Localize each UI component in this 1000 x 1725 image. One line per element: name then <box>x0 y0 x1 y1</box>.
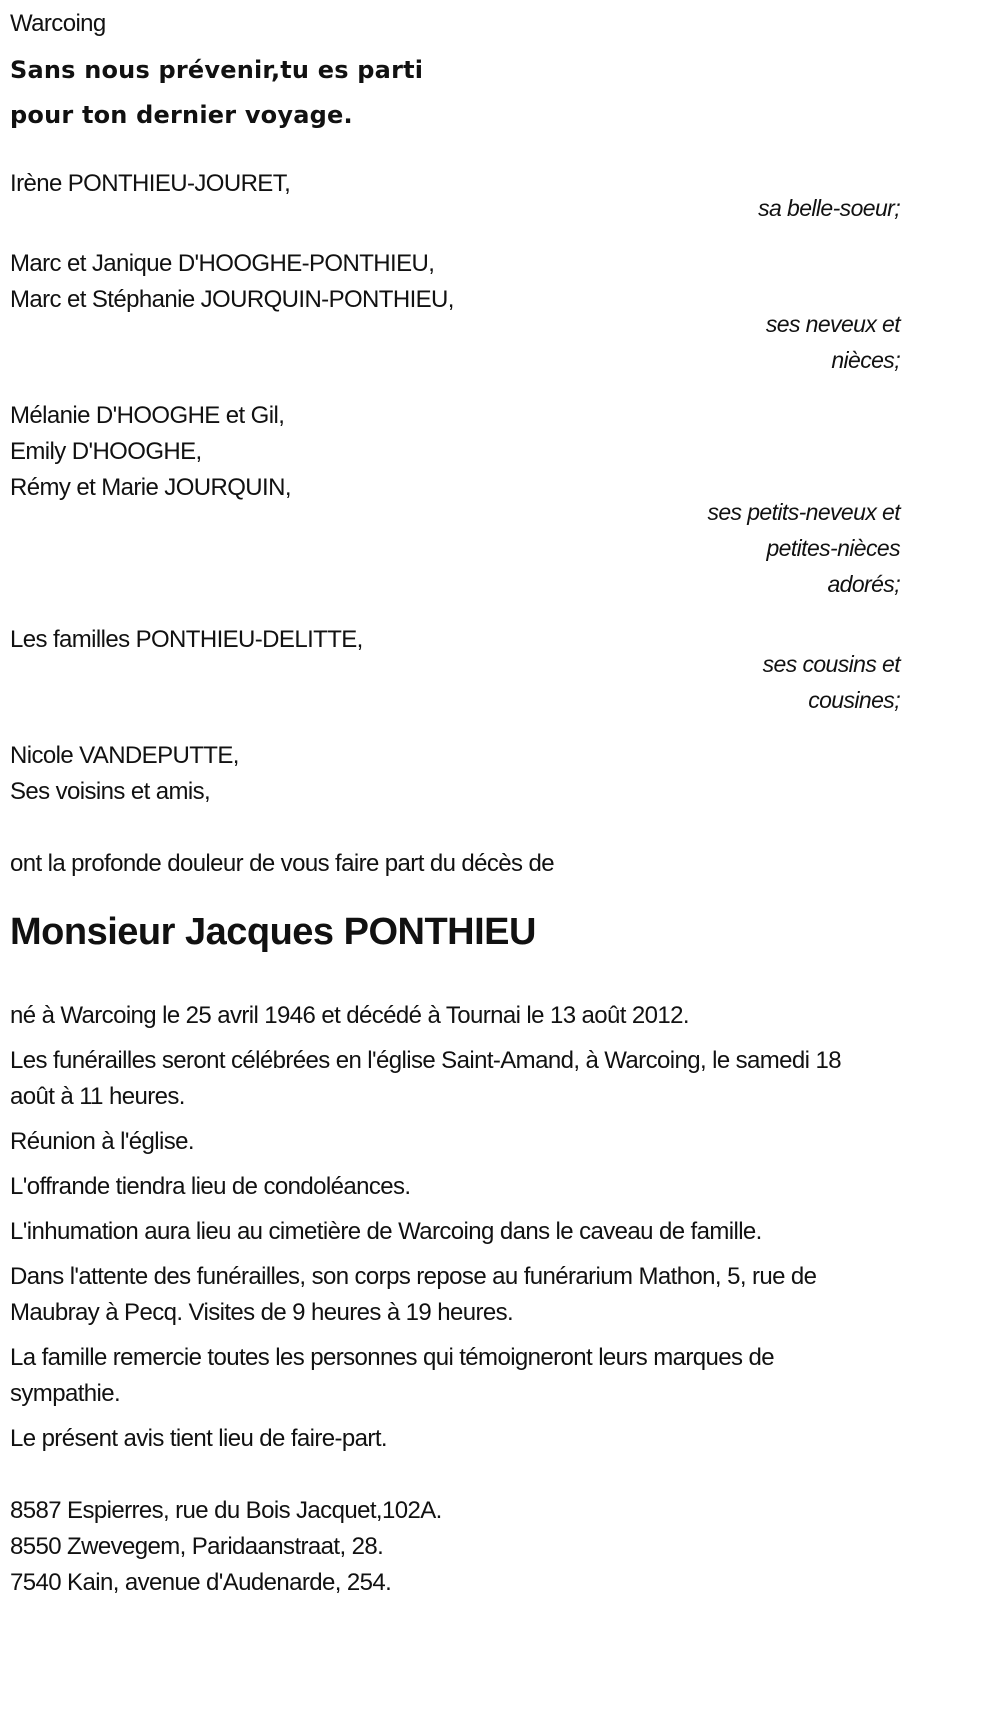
family-addresses <box>10 1493 900 1601</box>
relation-line: cousines; <box>808 687 900 713</box>
relation-line: ses petits-neveux et <box>707 499 900 525</box>
mourner-group <box>10 738 900 810</box>
relation-line: adorés; <box>827 571 900 597</box>
relation-line: nièces; <box>831 347 900 373</box>
detail-paragraph: La famille remercie toutes les personnes qui témoigneront leurs marques de sympathie. <box>10 1344 775 1407</box>
address-line: 7540 Kain, avenue d'Audenarde, 254. <box>10 1569 392 1596</box>
relation-line: ses cousins et <box>762 651 900 677</box>
announcement-text: ont la profonde douleur de vous faire part du décès de <box>10 850 554 877</box>
detail-paragraph: Réunion à l'église. <box>10 1128 194 1155</box>
mourner-name: Mélanie D'HOOGHE et Gil, <box>10 402 285 429</box>
mourner-name: Ses voisins et amis, <box>10 778 211 805</box>
mourner-group <box>10 622 900 718</box>
relation-line: sa belle-soeur; <box>758 195 900 221</box>
mourner-name: Emily D'HOOGHE, <box>10 438 202 465</box>
detail-paragraph: L'inhumation aura lieu au cimetière de Warcoing dans le caveau de famille. <box>10 1218 762 1245</box>
mourner-group <box>10 398 900 602</box>
relation-line: ses neveux et <box>765 311 900 337</box>
detail-paragraph: Dans l'attente des funérailles, son corps repose au funérarium Mathon, 5, rue de Maubray à Pecq. Visites de 9 heures à 19 heures. <box>10 1263 817 1326</box>
city-name: Warcoing <box>10 10 106 37</box>
verse <box>10 48 900 138</box>
detail-paragraph: Le présent avis tient lieu de faire-part. <box>10 1425 387 1452</box>
mourner-name: Nicole VANDEPUTTE, <box>10 742 239 769</box>
relation-label <box>10 494 900 602</box>
deceased-name: Monsieur Jacques PONTHIEU <box>10 911 536 953</box>
mourner-name: Les familles PONTHIEU-DELITTE, <box>10 626 363 653</box>
mourner-group <box>10 246 900 378</box>
relation-line: petites-nièces <box>766 535 900 561</box>
mourner-name: Marc et Janique D'HOOGHE-PONTHIEU, <box>10 250 435 277</box>
address-line: 8550 Zwevegem, Paridaanstraat, 28. <box>10 1533 384 1560</box>
mourner-group <box>10 166 900 226</box>
detail-paragraph: Les funérailles seront célébrées en l'église Saint-Amand, à Warcoing, le samedi 18 août à 11 heures. <box>10 1047 841 1110</box>
mourner-name: Marc et Stéphanie JOURQUIN-PONTHIEU, <box>10 286 454 313</box>
verse-line: pour ton dernier voyage. <box>10 101 353 129</box>
funeral-details <box>10 998 900 1457</box>
mourner-name: Irène PONTHIEU-JOURET, <box>10 170 291 197</box>
mourner-name: Rémy et Marie JOURQUIN, <box>10 474 291 501</box>
verse-line: Sans nous prévenir,tu es parti <box>10 56 424 84</box>
address-line: 8587 Espierres, rue du Bois Jacquet,102A. <box>10 1497 442 1524</box>
detail-paragraph: né à Warcoing le 25 avril 1946 et décédé à Tournai le 13 août 2012. <box>10 1002 689 1029</box>
detail-paragraph: L'offrande tiendra lieu de condoléances. <box>10 1173 411 1200</box>
